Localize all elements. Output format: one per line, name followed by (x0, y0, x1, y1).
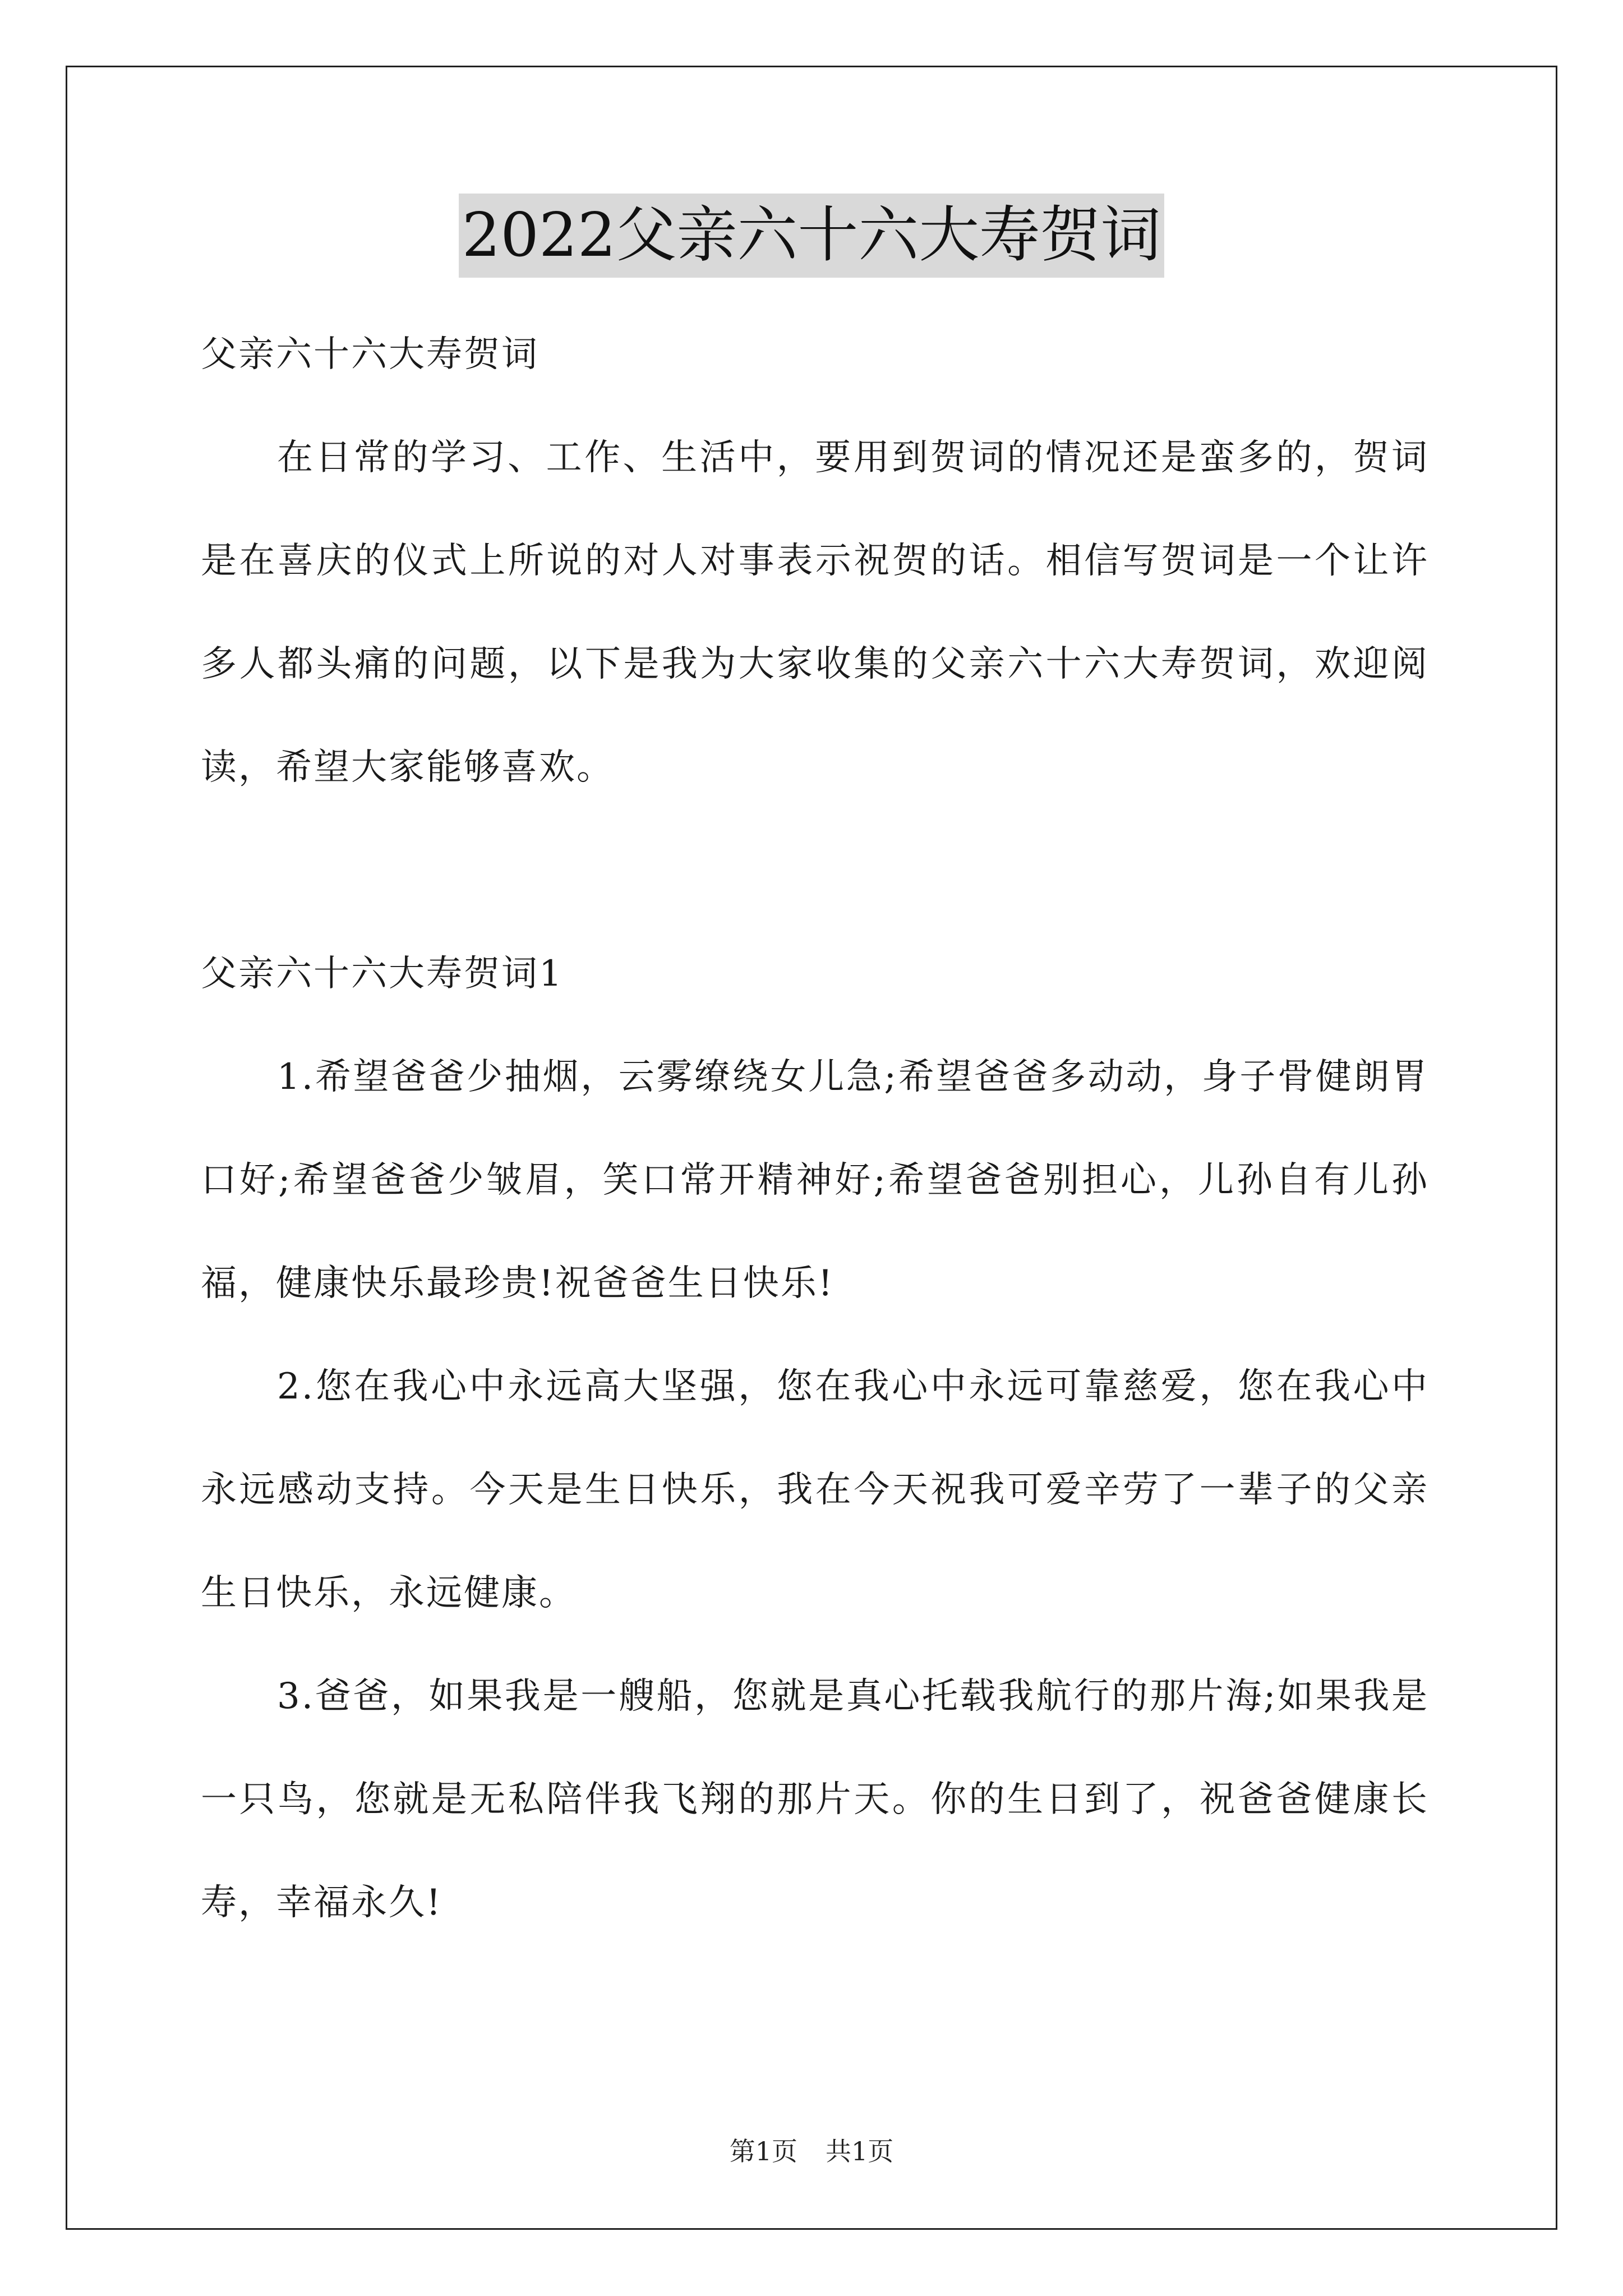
document-subtitle: 父亲六十六大寿贺词 (201, 334, 539, 375)
document-title: 2022父亲六十六大寿贺词 (459, 194, 1165, 278)
section-spacer (201, 819, 1429, 922)
greeting-item-3: 3.爸爸，如果我是一艘船，您就是真心托载我航行的那片海;如果我是一只鸟，您就是无私陪伴我飞翔的那片天。你的生日到了，祝爸爸健康长寿，幸福永久! (201, 1676, 1429, 1924)
page-total: 共1页 (826, 2136, 894, 2166)
intro-paragraph: 在日常的学习、工作、生活中，要用到贺词的情况还是蛮多的，贺词是在喜庆的仪式上所说的对人对事表示祝贺的话。相信写贺词是一个让许多人都头痛的问题，以下是我为大家收集的父亲六十六大寿贺词，欢迎阅读，希望大家能够喜欢。 (201, 437, 1429, 788)
section-heading: 父亲六十六大寿贺词1 (201, 953, 564, 995)
page-number: 第1页 (729, 2136, 797, 2166)
page-footer (0, 2134, 1623, 2168)
greeting-item-2: 2.您在我心中永远高大坚强，您在我心中永远可靠慈爱，您在我心中永远感动支持。今天是生日快乐，我在今天祝我可爱辛劳了一辈子的父亲生日快乐，永远健康。 (201, 1366, 1429, 1614)
greeting-item-1: 1.希望爸爸少抽烟，云雾缭绕女儿急;希望爸爸多动动，身子骨健朗胃口好;希望爸爸少皱眉，笑口常开精神好;希望爸爸别担心，儿孙自有儿孙福，健康快乐最珍贵!祝爸爸生日快乐! (201, 1056, 1429, 1304)
document-body (201, 303, 1429, 1954)
document-title-container (0, 194, 1623, 278)
